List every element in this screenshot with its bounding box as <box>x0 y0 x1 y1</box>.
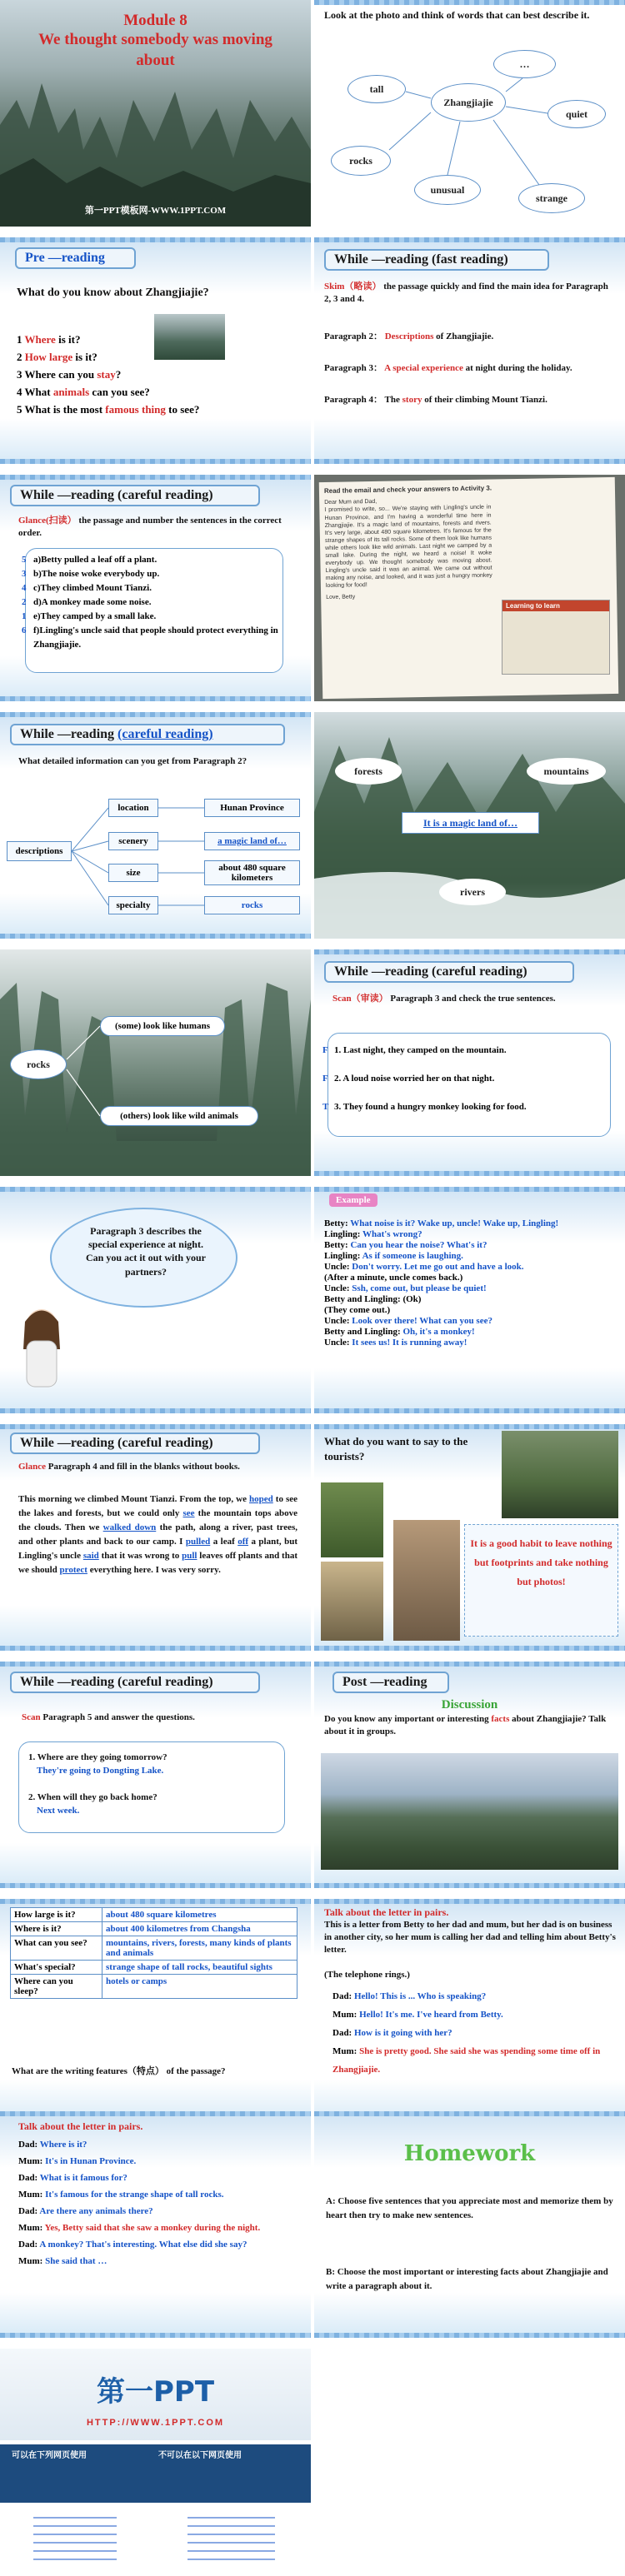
logo: 第一PPT <box>96 2375 215 2409</box>
girl-illustration <box>8 1303 75 1403</box>
homework-title: Homework <box>403 2141 536 2166</box>
section-header: While —reading (careful reading) <box>10 724 285 745</box>
summary-table <box>10 1907 298 1999</box>
dialogue-line: Dad: Hello! This is ... Who is speaking? <box>332 1991 487 2001</box>
learning-box <box>502 600 610 675</box>
slide-edge <box>314 1899 625 1904</box>
dialogue-line: Dad: Are there any animals there? <box>18 2206 153 2216</box>
dialogue-line: Uncle: It sees us! It is running away! <box>324 1338 468 1348</box>
bubble-animals: (others) look like wild animals <box>100 1106 258 1126</box>
slide-edge <box>0 696 311 701</box>
slide-edge <box>314 1662 625 1667</box>
list-item: T 3. They found a hungry monkey looking for food. <box>322 1102 527 1112</box>
slide-order <box>0 475 311 701</box>
slide-edge <box>0 1408 311 1413</box>
passage: This morning we climbed Mount Tianzi. From the top, we hoped to see the lakes and forests, but we could only see the mountain tops above the clouds. Then we walked down the path, along a river, past trees, and other plants and back to our camp. I pulled a leaf off a plant, but Lingling's uncle said that it was wrong to pull leaves off plants and that we should protect everything here. I was very sorry. <box>18 1494 298 1575</box>
bubble-rivers: rivers <box>439 879 506 905</box>
slide-title <box>0 0 311 227</box>
list-item: F 2. A loud noise worried her on that night. <box>322 1074 495 1084</box>
dialogue-line: Mum: She said that … <box>18 2256 108 2266</box>
slide-edge <box>0 1187 311 1192</box>
slide-rocks <box>0 949 311 1176</box>
label-location: location <box>108 799 158 817</box>
dialogue-line: Dad: How is it going with her? <box>332 2028 452 2038</box>
writing-features-question: What are the writing features（特点） of the passage? <box>12 2066 226 2076</box>
link-list-lines <box>0 2511 311 2574</box>
instruction: Glance Paragraph 4 and fill in the blanks without books. <box>18 1462 240 1472</box>
word-unusual: unusual <box>414 175 481 205</box>
footer-text: 第一PPT模板网-WWW.1PPT.COM <box>84 206 227 216</box>
dialogue-line: Betty and Lingling: (Ok) <box>324 1294 422 1304</box>
slide-summary-table <box>0 1899 311 2125</box>
dialogue <box>324 1218 616 1348</box>
question-1: 1. Where are they going tomorrow? <box>28 1752 168 1762</box>
slide-edge <box>0 2333 311 2338</box>
slide-tourists <box>314 1424 625 1651</box>
slide-edge <box>314 1424 625 1429</box>
label-specialty: specialty <box>108 896 158 914</box>
connector-lines <box>0 949 311 1176</box>
slide-edge <box>0 459 311 464</box>
allowed-heading: 可以在下列网页使用 <box>12 2451 87 2460</box>
dialogue-line: Mum: Hello! It's me. I've heard from Betty. <box>332 2010 503 2020</box>
question: What do you want to say to the tourists? <box>324 1435 468 1462</box>
slide-example-dialogue <box>314 1187 625 1413</box>
dialogue-line: Mum: She is pretty good. She said she was spending some time off in Zhangjiajie. <box>332 2046 601 2075</box>
word-tall: tall <box>348 75 406 103</box>
tf-list <box>322 1043 610 1114</box>
forbidden-heading: 不可以在以下网页使用 <box>158 2451 242 2460</box>
homework-b: B: Choose the most important or interesting facts about Zhangjiajie and write a paragraph about it. <box>326 2267 608 2291</box>
instruction: Scan（审读） Paragraph 3 and check the true sentences. <box>332 994 556 1004</box>
tourist-photo <box>502 1431 618 1518</box>
list-item: 6 f)Lingling's uncle said that people should protect everything in Zhangjiajie. <box>22 625 278 650</box>
dialogue-line: (After a minute, uncle comes back.) <box>324 1273 463 1283</box>
note-text: It is a good habit to leave nothing but footprints and take nothing but photos! <box>470 1537 612 1587</box>
paragraph-2: Paragraph 2： Descriptions of Zhangjiajie. <box>324 331 494 341</box>
email-body: I promised to write, so... We're staying with Lingling's uncle in Hunan Province, and I'm having a wonderful time here in Zhangjiajie. It's a magic land of mountains, forests and rivers. It's very large, about 480 square kilometres. It's famous for the strange shapes of its tall rocks. Some of them look like humans while others look like wild animals. Last night we camped by a small lake. During the night, we heard a noise! It woke everybody up. We thought somebody was moving about. Lingling's uncle said it was an animal. We came out without making any noise, and looked, and it was just a hungry monkey looking for food! <box>324 505 492 590</box>
phone-dialogue <box>332 1987 608 2079</box>
slide-edge <box>314 459 625 464</box>
bubble-humans: (some) look like humans <box>100 1016 225 1036</box>
slide-edge <box>0 2111 311 2116</box>
dialogue-line: Lingling: What's wrong? <box>324 1229 422 1239</box>
email-sign: Love, Betty <box>326 593 356 600</box>
homework-a: A: Choose five sentences that you appreciate most and memorize them by heart then try to make new sentences. <box>326 2196 613 2220</box>
section-header: While —reading (fast reading) <box>324 249 549 271</box>
slide-edge <box>0 1424 311 1429</box>
list-item: 2 d)A monkey made some noise. <box>22 597 152 607</box>
slide-email <box>314 475 625 701</box>
center-label: It is a magic land of… <box>402 812 539 834</box>
answer-2: Next week. <box>37 1806 80 1816</box>
slide-homework <box>314 2111 625 2338</box>
slide-fill-blanks <box>0 1424 311 1651</box>
section-header: While —reading (careful reading) <box>10 1432 260 1454</box>
slide-post-reading <box>314 1662 625 1888</box>
email-greeting: Dear Mum and Dad, <box>324 499 378 506</box>
talk-title: Talk about the letter in pairs. <box>324 1906 449 1918</box>
word-strange: strange <box>518 183 585 213</box>
slide-fast-reading <box>314 237 625 464</box>
dialogue-line: Mum: It's in Hunan Province. <box>18 2156 137 2166</box>
paragraph-3: Paragraph 3： A special experience at night during the holiday. <box>324 363 572 373</box>
slide-true-false <box>314 949 625 1176</box>
word-quiet: quiet <box>548 100 606 128</box>
list-item: 4 What animals can you see? <box>17 386 150 398</box>
bin-photo <box>321 1562 383 1641</box>
bubble-rocks: rocks <box>10 1049 67 1079</box>
table-row: Where can you sleep? hotels or camps <box>11 1975 298 1999</box>
learning-caption: Learning to learn <box>502 600 609 611</box>
slide-edge <box>314 2333 625 2338</box>
dialogue-line: Betty and Lingling: Oh, it's a monkey! <box>324 1327 475 1337</box>
slide-pre-reading <box>0 237 311 464</box>
slide-edge <box>314 1171 625 1176</box>
module-title: Module 8 <box>123 12 188 29</box>
slide-scan-answers <box>0 1662 311 1888</box>
slide-edge <box>314 1646 625 1651</box>
value-specialty: rocks <box>204 896 300 914</box>
answer-1: They're going to Dongting Lake. <box>37 1766 164 1776</box>
instruction: Glance(扫读） the passage and number the sentences in the correct order. <box>18 516 282 538</box>
intro: This is a letter from Betty to her dad and mum, but her dad is on business in another city, so her mum is calling her dad and telling him about Betty's letter. <box>324 1920 616 1955</box>
lesson-title: We thought somebody was moving about <box>38 31 272 69</box>
slide-edge <box>314 2111 625 2116</box>
question: What do you know about Zhangjiajie? <box>17 286 209 299</box>
trash-photo <box>321 1482 383 1557</box>
word-center: Zhangjiajie <box>431 83 506 122</box>
slide-edge <box>0 1883 311 1888</box>
dialogue-line: Betty: What noise is it? Wake up, uncle! Wake up, Lingling! <box>324 1218 559 1228</box>
word-rocks: rocks <box>331 146 391 176</box>
bubble-mountains: mountains <box>527 758 606 785</box>
list-item: 1 e)They camped by a small lake. <box>22 611 157 621</box>
talk-title: Talk about the letter in pairs. <box>18 2120 143 2132</box>
slide-edge <box>314 1883 625 1888</box>
table-row: Where is it? about 400 kilometres from Changsha <box>11 1922 298 1936</box>
section-header: While —reading (careful reading) <box>10 485 260 506</box>
dialogue-line: Dad: Where is it? <box>18 2140 88 2150</box>
dialogue-line: Uncle: Ssh, come out, but please be quiet! <box>324 1283 487 1293</box>
section-header: While —reading (careful reading) <box>324 961 574 983</box>
section-header: Pre —reading <box>15 247 136 269</box>
dialogue-line: Betty: Can you hear the noise? What's it? <box>324 1240 488 1250</box>
slide-edge <box>314 237 625 242</box>
email-heading: Read the email and check your answers to Activity 3. <box>323 484 492 496</box>
table-row: What can you see? mountains, rivers, forests, many kinds of plants and animals <box>11 1936 298 1961</box>
value-location: Hunan Province <box>204 799 300 817</box>
root-box: descriptions <box>7 841 72 861</box>
dialogue-line: Uncle: Don't worry. Let me go out and have a look. <box>324 1262 524 1272</box>
bubble-forests: forests <box>335 758 402 785</box>
dialogue-line: Mum: Yes, Betty said that she saw a monkey during the night. <box>18 2223 261 2233</box>
slide-letter-talk-2 <box>0 2111 311 2338</box>
value-scenery: a magic land of… <box>204 832 300 850</box>
list-item: 4 c)They climbed Mount Tianzi. <box>22 583 152 593</box>
rock-pillars <box>0 50 311 227</box>
word-more: … <box>493 50 556 78</box>
slide-descriptions <box>0 712 311 939</box>
label-scenery: scenery <box>108 832 158 850</box>
list-item: 3 b)The noise woke everybody up. <box>22 569 160 579</box>
discussion-title: Discussion <box>441 1698 498 1712</box>
question: What detailed information can you get from Paragraph 2? <box>18 756 248 766</box>
list-item: 2 How large is it? <box>17 351 98 363</box>
slide-edge <box>0 1646 311 1651</box>
list-item: 5 a)Betty pulled a leaf off a plant. <box>22 555 158 565</box>
question-2: 2. When will they go back home? <box>28 1792 158 1802</box>
instruction: Skim（略读） the passage quickly and find the main idea for Paragraph 2, 3 and 4. <box>324 282 608 304</box>
list-item: 5 What is the most famous thing to see? <box>17 403 200 416</box>
slide-edge <box>0 1899 311 1904</box>
slide-edge <box>314 949 625 954</box>
question-list <box>17 331 199 418</box>
value-size: about 480 square kilometers <box>204 860 300 885</box>
label-size: size <box>108 864 158 882</box>
table-row: How large is it? about 480 square kilometres <box>11 1908 298 1922</box>
telephone-rings: (The telephone rings.) <box>324 1970 410 1980</box>
instruction: Scan Paragraph 5 and answer the questions. <box>22 1712 195 1722</box>
slide-letter-talk-1 <box>314 1899 625 2125</box>
slide-edge <box>314 1408 625 1413</box>
section-header: Post —reading <box>332 1672 449 1693</box>
slide-edge <box>0 237 311 242</box>
slide-template-ad <box>0 2349 311 2576</box>
site-url[interactable]: HTTP://WWW.1PPT.COM <box>86 2418 225 2428</box>
slide-edge <box>0 934 311 939</box>
order-list <box>22 553 288 652</box>
prompt: Look at the photo and think of words that can best describe it. <box>324 9 590 21</box>
dialogue-line: Lingling: As if someone is laughing. <box>324 1251 463 1261</box>
dialogue-line: Dad: A monkey? That's interesting. What else did she say? <box>18 2240 248 2250</box>
bubble-text: Paragraph 3 describes the special experience at night. Can you act it out with your partners? <box>85 1225 206 1278</box>
slide-magic-land <box>314 712 625 939</box>
slide-edge <box>0 475 311 480</box>
dialogue-line: Mum: It's famous for the strange shape of tall rocks. <box>18 2190 224 2200</box>
landscape-photo <box>321 1753 618 1870</box>
dialogue-line: (They come out.) <box>324 1305 391 1315</box>
list-item: F 1. Last night, they camped on the mountain. <box>322 1045 507 1055</box>
slide-words <box>314 0 625 227</box>
slide-edge <box>314 1187 625 1192</box>
slide-act-it-out <box>0 1187 311 1413</box>
phone-dialogue <box>18 2136 298 2270</box>
discussion-text: Do you know any important or interesting facts about Zhangjiajie? Talk about it in groups. <box>324 1714 607 1736</box>
example-tag: Example <box>329 1193 378 1207</box>
table-row: What's special? strange shape of tall rocks, beautiful sights <box>11 1961 298 1975</box>
dialogue-line: Uncle: Look over there! What can you see? <box>324 1316 492 1326</box>
section-header: While —reading (careful reading) <box>10 1672 260 1693</box>
list-item: 1 Where is it? <box>17 333 81 346</box>
paragraph-4: Paragraph 4： The story of their climbing Mount Tianzi. <box>324 395 548 405</box>
connector-lines <box>314 0 625 227</box>
list-item: 3 Where can you stay? <box>17 368 122 381</box>
dialogue-line: Dad: What is it famous for? <box>18 2173 128 2183</box>
slide-edge <box>0 1662 311 1667</box>
hand-photo <box>393 1520 460 1641</box>
